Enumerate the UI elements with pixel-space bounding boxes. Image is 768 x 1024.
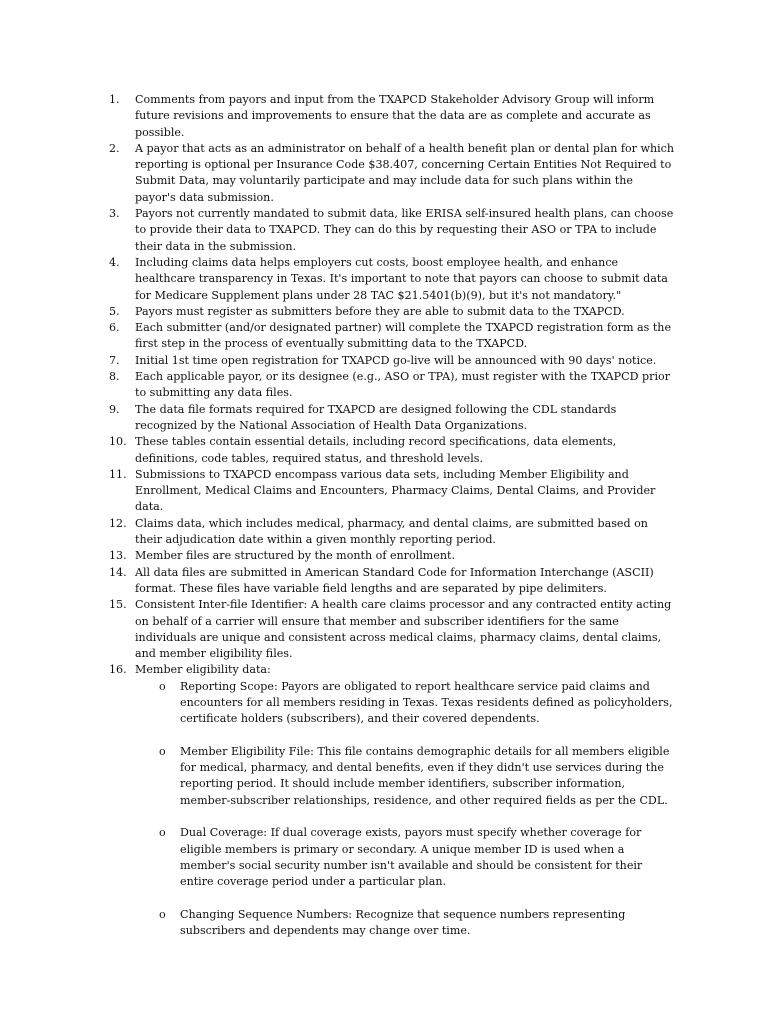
list-item <box>109 565 677 598</box>
list-item-text: Submissions to TXAPCD encompass various data sets, including Member Eligibility and Enrollment, Medical Claims and Encounters, Pharmacy Claims, Dental Claims, and Provider data. <box>135 467 656 514</box>
list-item-number: 9. <box>109 402 120 416</box>
list-item <box>109 304 677 320</box>
list-item <box>109 255 677 304</box>
list-item-number: 4. <box>109 255 120 269</box>
list-item <box>109 516 677 549</box>
sub-list-item <box>135 679 677 728</box>
list-item-text: A payor that acts as an administrator on behalf of a health benefit plan or dental plan for which reporting is optional per Insurance Code $38.407, concerning Certain Entities Not Required to Submit Data, may voluntarily participate and may include data for such plans within the payor's data submission. <box>135 141 675 204</box>
sub-list-item <box>135 907 677 940</box>
list-item-text: Consistent Inter-file Identifier: A health care claims processor and any contracted entity acting on behalf of a carrier will ensure that member and subscriber identifiers for the same individuals are unique and consistent across medical claims, pharmacy claims, dental claims, and member eligibility files. <box>135 598 672 661</box>
numbered-list <box>109 92 677 939</box>
list-item <box>109 369 677 402</box>
list-item-text: Initial 1st time open registration for TXAPCD go-live will be announced with 90 days' notice. <box>135 353 657 367</box>
list-item <box>109 597 677 662</box>
list-item-number: 6. <box>109 321 120 335</box>
list-item-text: These tables contain essential details, including record specifications, data elements, definitions, code tables, required status, and threshold levels. <box>135 435 617 465</box>
list-item <box>109 206 677 255</box>
sub-list-item <box>135 744 677 809</box>
sub-list-item-text: Dual Coverage: If dual coverage exists, payors must specify whether coverage for eligible members is primary or secondary. A unique member ID is used when a member's social security number isn't available and should be consistent for their entire coverage period under a particular plan. <box>180 826 643 889</box>
bullet-marker: o <box>159 826 166 840</box>
list-item-number: 15. <box>109 598 127 612</box>
list-item-number: 11. <box>109 467 127 481</box>
list-item <box>109 662 677 939</box>
list-item-number: 2. <box>109 141 120 155</box>
list-item <box>109 467 677 516</box>
list-item-text: Payors must register as submitters before they are able to submit data to the TXAPCD. <box>135 304 625 318</box>
list-item-number: 1. <box>109 93 120 106</box>
list-item-text: Claims data, which includes medical, pharmacy, and dental claims, are submitted based on their adjudication date within a given monthly reporting period. <box>135 516 648 547</box>
list-item-number: 14. <box>109 565 127 579</box>
list-item-text: Comments from payors and input from the TXAPCD Stakeholder Advisory Group will inform future revisions and improvements to ensure that the data are as complete and accurate as possible. <box>135 93 655 139</box>
list-item-number: 16. <box>109 663 127 677</box>
list-item <box>109 402 677 435</box>
sub-list <box>135 679 677 940</box>
list-item-text: Member eligibility data: <box>135 663 271 677</box>
list-item <box>109 92 677 141</box>
list-item <box>109 353 677 369</box>
list-item-text: The data file formats required for TXAPCD are designed following the CDL standards recognized by the National Association of Health Data Organizations. <box>135 402 617 432</box>
list-item-number: 10. <box>109 435 127 449</box>
list-item <box>109 548 677 564</box>
list-item <box>109 320 677 353</box>
list-item-text: Member files are structured by the month of enrollment. <box>135 549 455 563</box>
list-item-text: Each submitter (and/or designated partner) will complete the TXAPCD registration form as the first step in the process of eventually submitting data to the TXAPCD. <box>135 321 672 351</box>
list-item-number: 5. <box>109 304 120 318</box>
list-item-text: Each applicable payor, or its designee (e.g., ASO or TPA), must register with the TXAPCD prior to submitting any data files. <box>135 370 670 400</box>
bullet-marker: o <box>159 907 166 921</box>
list-item-text: Payors not currently mandated to submit data, like ERISA self-insured health plans, can choose to provide their data to TXAPCD. They can do this by requesting their ASO or TPA to include their data in the submission. <box>135 207 674 253</box>
list-item-number: 12. <box>109 516 127 530</box>
list-item-text: All data files are submitted in American Standard Code for Information Interchange (ASCII) format. These files have variable field lengths and are separated by pipe delimiters. <box>135 565 654 595</box>
bullet-marker: o <box>159 679 166 693</box>
list-item-number: 3. <box>109 207 120 221</box>
list-item-text: Including claims data helps employers cut costs, boost employee health, and enhance healthcare transparency in Texas. It's important to note that payors can choose to submit data for Medicare Supplement plans under 28 TAC $21.5401(b)(9), but it's not mandatory." <box>135 255 668 302</box>
sub-list-item-text: Member Eligibility File: This file contains demographic details for all members eligible for medical, pharmacy, and dental benefits, even if they didn't use services during the reporting period. It should include member identifiers, subscriber information, member-subscriber relationships, residence, and other required fields as per the CDL. <box>180 744 670 807</box>
list-item <box>109 434 677 467</box>
bullet-marker: o <box>159 744 166 758</box>
list-item-number: 7. <box>109 353 120 367</box>
sub-list-item <box>135 825 677 890</box>
sub-list-item-text: Changing Sequence Numbers: Recognize that sequence numbers representing subscribers and dependents may change over time. <box>180 907 626 938</box>
list-item <box>109 141 677 206</box>
sub-list-item-text: Reporting Scope: Payors are obligated to report healthcare service paid claims and encounters for all members residing in Texas. Texas residents defined as policyholders, certificate holders (subscribers), and their covered dependents. <box>180 679 673 726</box>
list-item-number: 13. <box>109 549 127 563</box>
list-item-number: 8. <box>109 370 120 384</box>
